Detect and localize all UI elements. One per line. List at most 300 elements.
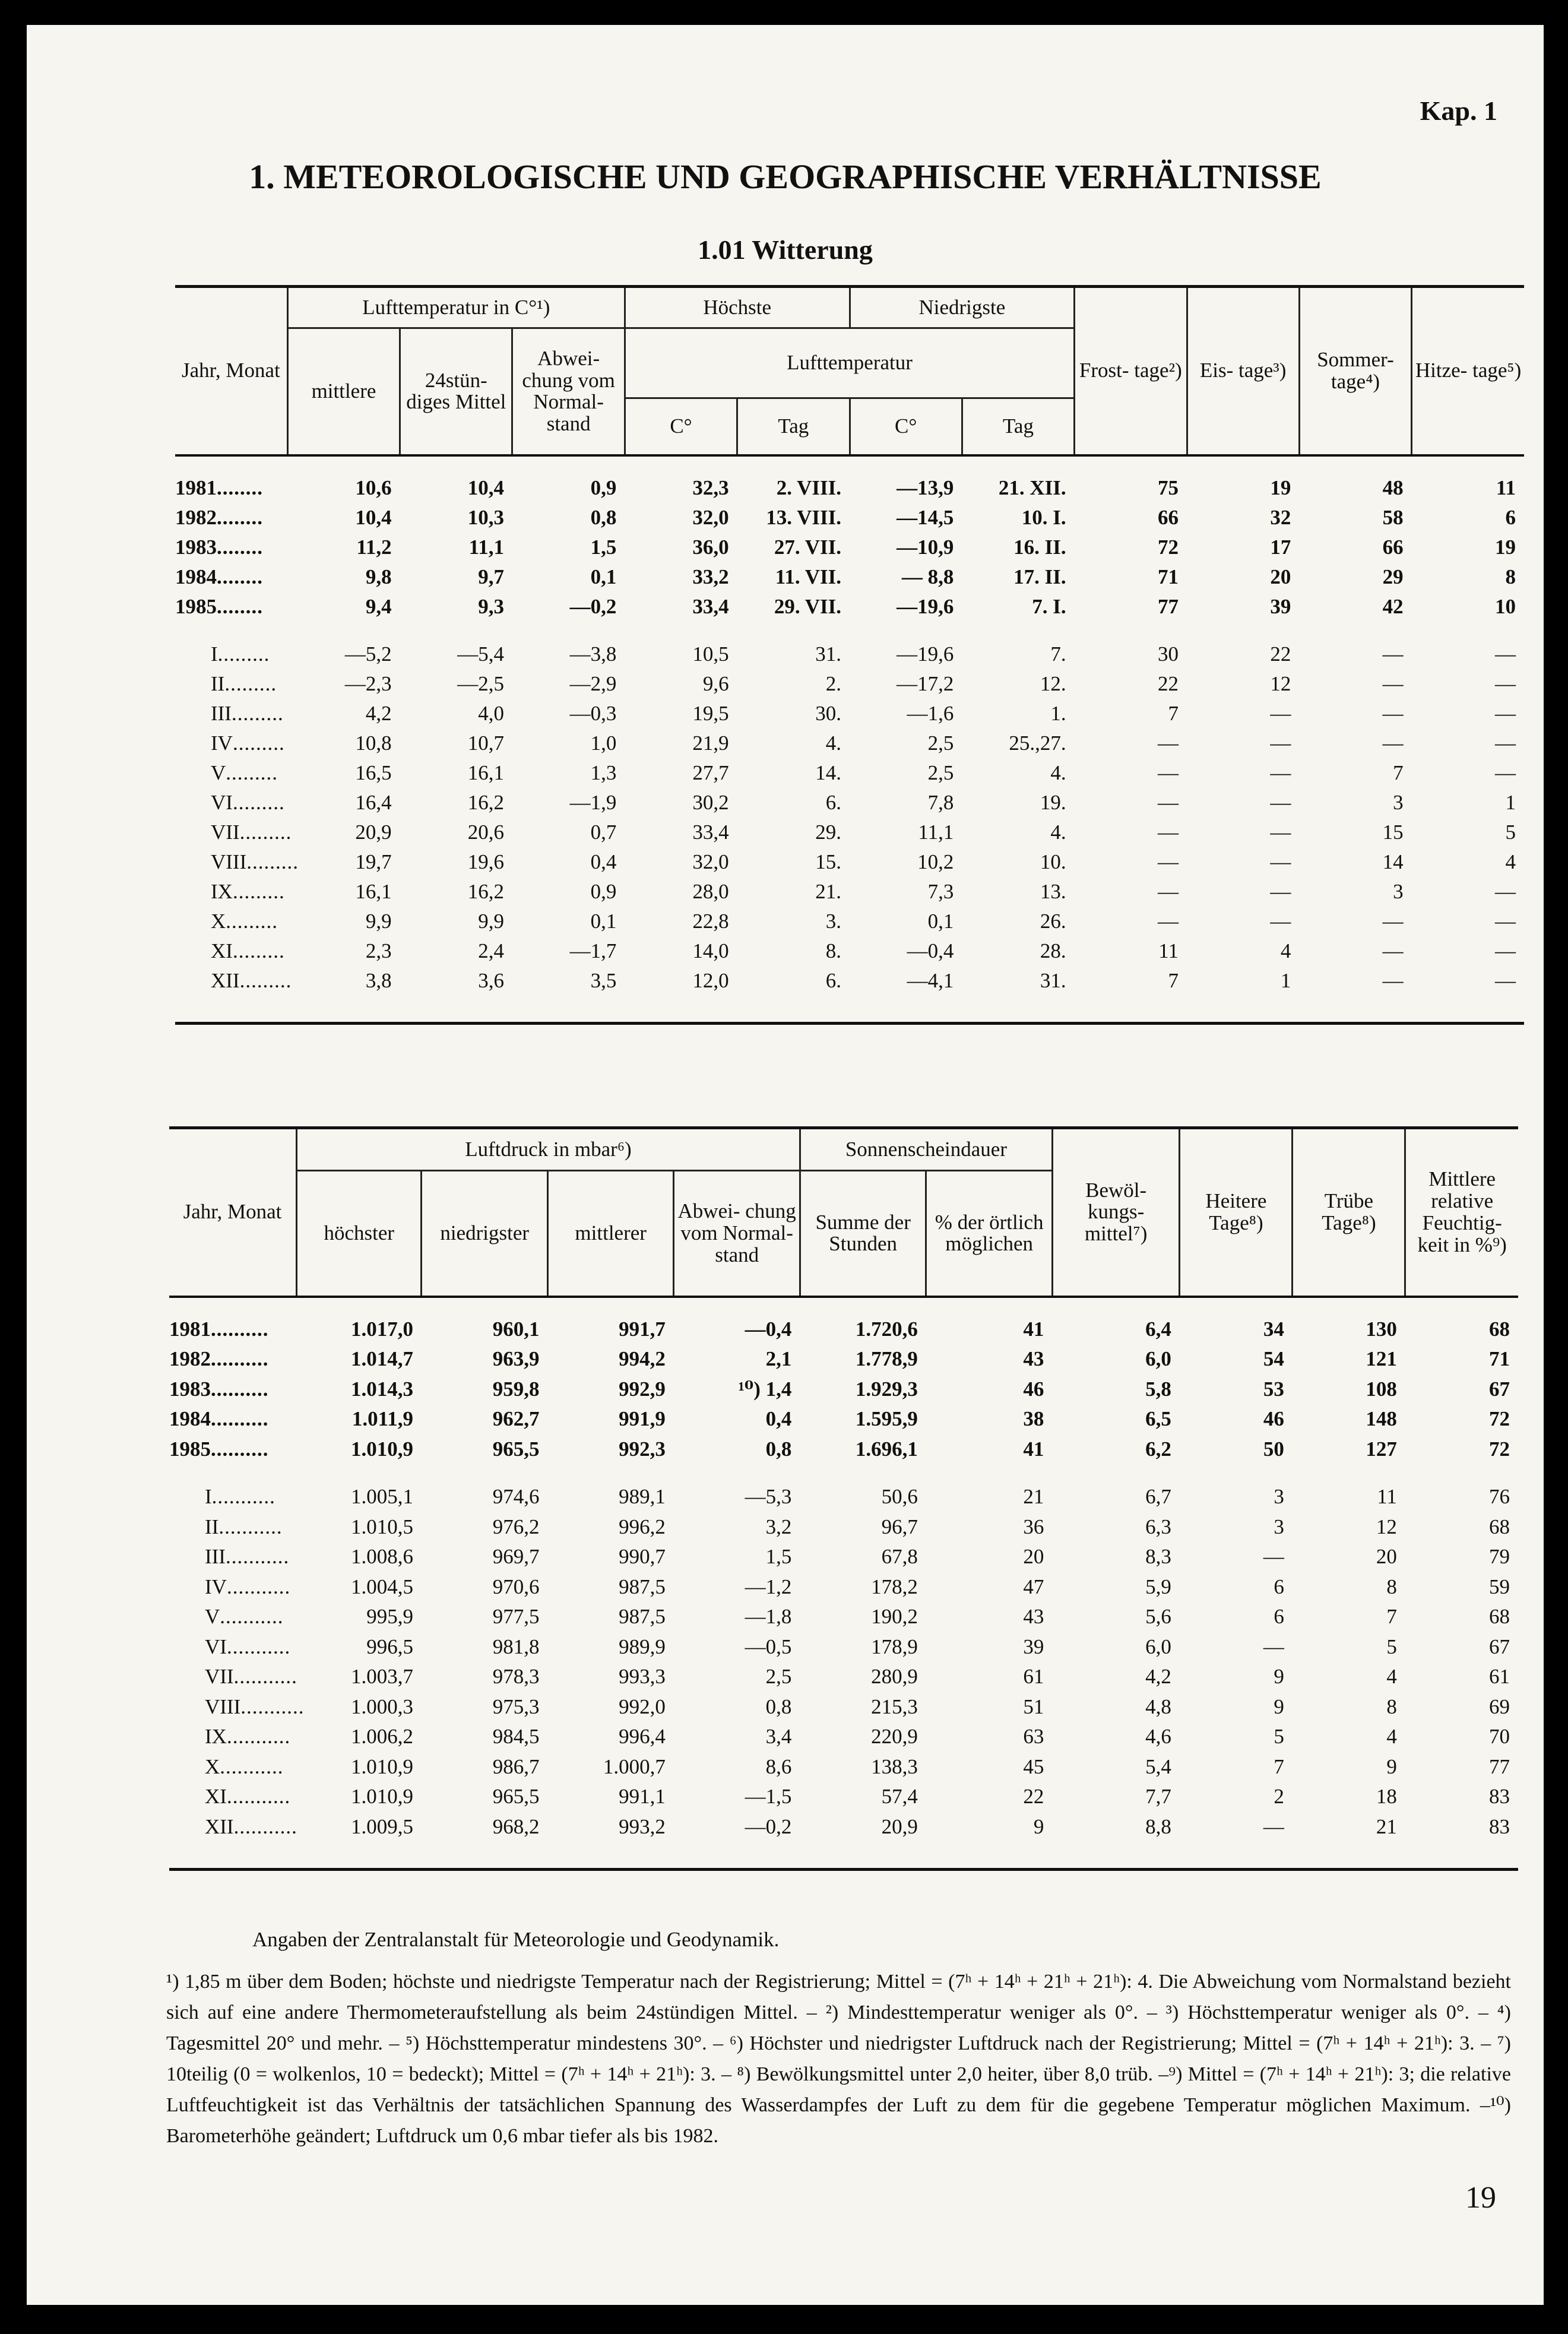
header-feuchtigkeit: Mittlere relative Feuchtig- keit in %⁹) xyxy=(1405,1128,1518,1297)
table-cell: 4 xyxy=(1505,850,1516,873)
table-cell: 11,1 xyxy=(468,535,504,559)
row-label: 1981.......... xyxy=(169,1317,269,1341)
table-cell: 69 xyxy=(1489,1695,1510,1718)
table-cell: 990,7 xyxy=(619,1545,666,1569)
table-cell: — xyxy=(1263,1635,1284,1658)
table-cell: — xyxy=(1158,790,1179,814)
table-row xyxy=(169,1482,1518,1512)
table-row xyxy=(169,1782,1518,1812)
table-cell: 1,5 xyxy=(765,1545,792,1569)
header-niedrigste-tag: Tag xyxy=(962,398,1074,455)
table-cell: 13. xyxy=(1040,879,1066,903)
table-cell: 2. xyxy=(825,672,841,695)
table-cell: 29 xyxy=(1382,565,1404,588)
table-cell: 991,9 xyxy=(619,1407,666,1431)
table-cell: 995,9 xyxy=(366,1605,413,1629)
table-cell: 6. xyxy=(825,968,841,992)
table-cell: —0,3 xyxy=(569,701,617,725)
table-row xyxy=(175,699,1524,729)
table-cell: 12. xyxy=(1040,672,1066,695)
table-cell: 9,3 xyxy=(478,594,504,618)
table-cell: 77 xyxy=(1158,594,1179,618)
table-cell: 1 xyxy=(1505,790,1516,814)
header-eistage: Eis- tage³) xyxy=(1187,287,1299,455)
table-row xyxy=(175,562,1524,592)
table-cell: 992,0 xyxy=(619,1695,666,1718)
row-label: VIII........... xyxy=(205,1695,305,1718)
header-niedrigste: Niedrigste xyxy=(850,287,1075,328)
table-cell: 32,0 xyxy=(692,850,729,873)
header-niedrigster: niedrigster xyxy=(422,1171,547,1297)
row-label: II........... xyxy=(205,1515,283,1538)
table-cell: 10 xyxy=(1495,594,1516,618)
table-cell: — xyxy=(1270,731,1291,755)
table-cell: 965,5 xyxy=(492,1437,540,1461)
table-cell: 11. VII. xyxy=(775,565,841,588)
table-cell: 21 xyxy=(1376,1814,1397,1838)
table-row xyxy=(169,1602,1518,1632)
chapter-label: Kap. 1 xyxy=(1420,96,1497,126)
table-cell: 71 xyxy=(1489,1347,1510,1371)
table-cell: — xyxy=(1270,820,1291,844)
table-cell: 58 xyxy=(1382,505,1404,529)
table-cell: —5,2 xyxy=(344,642,392,666)
table-cell: 215,3 xyxy=(871,1695,918,1718)
table-cell: 1.014,7 xyxy=(350,1347,413,1371)
table-cell: 10,8 xyxy=(355,731,392,755)
table-cell: — xyxy=(1382,672,1404,695)
table-row xyxy=(175,936,1524,966)
table-cell: 19,7 xyxy=(355,850,392,873)
table-cell: 6. xyxy=(825,790,841,814)
table-cell: 14. xyxy=(815,761,841,784)
table-cell: 1.010,9 xyxy=(350,1437,413,1461)
table-cell: 989,9 xyxy=(619,1635,666,1658)
footnotes: ¹) 1,85 m über dem Boden; höchste und niedrigste Temperatur nach der Registrierung; Mittel = (7ʰ + 14ʰ + 21ʰ + 21ʰ): 4. Die Abweichung vom Normalstand bezieht sich auf eine andere Thermometeraufstellung als beim 24stündigen Mittel. – ²) Mindesttemperatur weniger als 0°. – ³) Höchsttemperatur weniger als 0°. – ⁴) Tagesmittel 20° und mehr. – ⁵) Höchsttemperatur mindestens 30°. – ⁶) Höchster und niedrigster Luftdruck nach der Registrierung; Mittel = (7ʰ + 14ʰ + 21ʰ): 3. – ⁷) 10teilig (0 = wolkenlos, 10 = bedeckt); Mittel = (7ʰ + 14ʰ + 21ʰ): 3. – ⁸) Bewölkungsmittel unter 2,0 heiter, über 8,0 trüb. –⁹) Mittel = (7ʰ + 14ʰ + 21ʰ): 3; die relative Luftfeuchtigkeit ist das Verhältnis der tatsächlichen Spannung des Wasserdampfes der Luft zu dem für die gegebene Temperatur möglichen Maximum. –¹⁰) Barometerhöhe geändert; Luftdruck um 0,6 mbar tiefer als bis 1982. xyxy=(166,1971,1511,2147)
table-cell: 10,6 xyxy=(355,476,392,499)
table-cell: — xyxy=(1495,672,1516,695)
table-cell: 0,1 xyxy=(590,909,617,933)
header-sonnenschein: Sonnenscheindauer xyxy=(800,1128,1052,1171)
table-cell: 18 xyxy=(1376,1785,1397,1809)
header-hoechste-c: C° xyxy=(625,398,737,455)
header-hoechste: Höchste xyxy=(625,287,850,328)
table-row xyxy=(169,1662,1518,1692)
header-24stuendiges: 24stün- diges Mittel xyxy=(400,328,512,455)
table-row xyxy=(169,1404,1518,1434)
table-cell: 57,4 xyxy=(881,1785,918,1809)
table-cell: 6,3 xyxy=(1145,1515,1171,1538)
row-label: XI........... xyxy=(205,1785,291,1809)
table-cell: 16,1 xyxy=(355,879,392,903)
table-cell: 996,5 xyxy=(366,1635,413,1658)
table-cell: — xyxy=(1270,761,1291,784)
table-cell: 79 xyxy=(1489,1545,1510,1569)
table-cell: 83 xyxy=(1489,1814,1510,1838)
table-cell: 6,0 xyxy=(1145,1635,1171,1658)
table-cell: 1,5 xyxy=(590,535,617,559)
table-cell: 16,1 xyxy=(467,761,504,784)
table-cell: 178,2 xyxy=(871,1575,918,1598)
table-cell: 77 xyxy=(1489,1755,1510,1778)
table-cell: 996,2 xyxy=(619,1515,666,1538)
table-cell: 46 xyxy=(1023,1377,1044,1401)
table-cell: 3 xyxy=(1393,790,1404,814)
table-cell: 8 xyxy=(1505,565,1516,588)
header-abweichung-2: Abwei- chung vom Normal- stand xyxy=(674,1171,800,1297)
table-cell: 36,0 xyxy=(692,535,729,559)
table-cell: 12,0 xyxy=(692,968,729,992)
table-cell: 3,4 xyxy=(765,1725,792,1749)
header-hitzetage: Hitze- tage⁵) xyxy=(1412,287,1524,455)
table-cell: 4,2 xyxy=(365,701,392,725)
table-row xyxy=(169,1722,1518,1752)
section-title: 1.01 Witterung xyxy=(698,235,873,265)
page-title: 1. METEOROLOGISCHE UND GEOGRAPHISCHE VERHÄLTNISSE xyxy=(249,157,1322,196)
table-cell: 1.010,9 xyxy=(350,1785,413,1809)
row-label: X......... xyxy=(211,909,278,933)
table-cell: 1.008,6 xyxy=(350,1545,413,1569)
table-cell: 121 xyxy=(1366,1347,1397,1371)
row-label: III......... xyxy=(211,701,284,725)
row-label: VIII......... xyxy=(211,850,299,873)
table-cell: 3,8 xyxy=(365,968,392,992)
table-cell: 11 xyxy=(1377,1485,1397,1509)
table-cell: —2,5 xyxy=(457,672,504,695)
table-cell: 130 xyxy=(1366,1317,1397,1341)
table-cell: 1.005,1 xyxy=(350,1485,413,1509)
table-cell: 178,9 xyxy=(871,1635,918,1658)
document-page xyxy=(27,25,1544,2305)
table-cell: 12 xyxy=(1270,672,1291,695)
table-cell: 7. xyxy=(1050,642,1066,666)
table-cell: 7 xyxy=(1386,1605,1397,1629)
table-cell: — xyxy=(1382,701,1404,725)
table-cell: 4 xyxy=(1386,1665,1397,1689)
header-hoechster: höchster xyxy=(297,1171,422,1297)
row-label: 1985........ xyxy=(175,594,263,618)
row-label: VII........... xyxy=(205,1665,297,1689)
table-cell: —1,9 xyxy=(569,790,617,814)
table-cell: 989,1 xyxy=(619,1485,666,1509)
table-cell: 33,4 xyxy=(692,594,729,618)
table-cell: 127 xyxy=(1366,1437,1397,1461)
table-cell: 6 xyxy=(1274,1605,1284,1629)
table-cell: 10. xyxy=(1040,850,1066,873)
table-cell: 2 xyxy=(1274,1785,1284,1809)
table-cell: 11,2 xyxy=(356,535,392,559)
table-cell: 9 xyxy=(1274,1695,1284,1718)
table-cell: 33,2 xyxy=(692,565,729,588)
table-row xyxy=(175,639,1524,669)
table-cell: — xyxy=(1158,820,1179,844)
table-cell: 6,7 xyxy=(1145,1485,1171,1509)
table-cell: 68 xyxy=(1489,1605,1510,1629)
table-cell: — xyxy=(1382,909,1404,933)
table-cell: 27,7 xyxy=(692,761,729,784)
table-cell: 5,9 xyxy=(1145,1575,1171,1598)
table-cell: —14,5 xyxy=(897,505,954,529)
table-cell: 7,3 xyxy=(927,879,954,903)
table-cell: 5,4 xyxy=(1145,1755,1171,1778)
row-label: I........... xyxy=(205,1485,275,1509)
table-cell: 993,3 xyxy=(619,1665,666,1689)
table-cell: 1.006,2 xyxy=(350,1725,413,1749)
table-cell: 83 xyxy=(1489,1785,1510,1809)
table-cell: 987,5 xyxy=(619,1605,666,1629)
table-cell: 1.696,1 xyxy=(855,1437,918,1461)
table-cell: 991,7 xyxy=(619,1317,666,1341)
table-cell: 10,4 xyxy=(467,476,504,499)
table-cell: 15. xyxy=(815,850,841,873)
table-cell: 8,3 xyxy=(1145,1545,1171,1569)
row-label: IV........... xyxy=(205,1575,291,1598)
table-cell: 981,8 xyxy=(492,1635,540,1658)
table-cell: 3 xyxy=(1274,1515,1284,1538)
table-cell: 2,1 xyxy=(765,1347,792,1371)
table-cell: — xyxy=(1382,642,1404,666)
header-bewoelkung: Bewöl- kungs- mittel⁷) xyxy=(1052,1128,1180,1297)
row-label: XI......... xyxy=(211,939,285,962)
table-cell: 21. XII. xyxy=(998,476,1066,499)
table-cell: 31. xyxy=(1040,968,1066,992)
table-cell: 16,5 xyxy=(355,761,392,784)
table-cell: 11 xyxy=(1158,939,1179,962)
table-cell: 63 xyxy=(1023,1725,1044,1749)
table-cell: — xyxy=(1382,731,1404,755)
table-cell: 3,5 xyxy=(590,968,617,992)
table-row xyxy=(175,907,1524,936)
table-cell: —10,9 xyxy=(897,535,954,559)
table-cell: 1. xyxy=(1050,701,1066,725)
row-label: IX........... xyxy=(205,1725,291,1749)
table-cell: —5,3 xyxy=(745,1485,792,1509)
table-cell: 6,4 xyxy=(1145,1317,1171,1341)
table-cell: 108 xyxy=(1366,1377,1397,1401)
table-cell: 977,5 xyxy=(492,1605,540,1629)
table-cell: 10,5 xyxy=(692,642,729,666)
table-cell: 962,7 xyxy=(492,1407,540,1431)
table-cell: 19 xyxy=(1270,476,1291,499)
table-cell: —0,2 xyxy=(745,1814,792,1838)
table-cell: — xyxy=(1158,761,1179,784)
table-cell: 3,2 xyxy=(765,1515,792,1538)
table-row xyxy=(175,669,1524,699)
row-label: 1981........ xyxy=(175,476,263,499)
table-cell: 3,6 xyxy=(478,968,504,992)
table-cell: 9 xyxy=(1274,1665,1284,1689)
table-cell: 965,5 xyxy=(492,1785,540,1809)
table-cell: 991,1 xyxy=(619,1785,666,1809)
table-cell: 970,6 xyxy=(492,1575,540,1598)
table-cell: 19. xyxy=(1040,790,1066,814)
table-cell: 9 xyxy=(1033,1814,1044,1838)
table-row xyxy=(169,1692,1518,1722)
table-cell: 1.929,3 xyxy=(855,1377,918,1401)
page-number: 19 xyxy=(1465,2181,1496,2215)
table-cell: 12 xyxy=(1376,1515,1397,1538)
table-cell: 5 xyxy=(1274,1725,1284,1749)
table-cell: 20,9 xyxy=(881,1814,918,1838)
header-hoechste-tag: Tag xyxy=(737,398,850,455)
table-cell: 984,5 xyxy=(492,1725,540,1749)
table-cell: 20 xyxy=(1023,1545,1044,1569)
table-cell: 138,3 xyxy=(871,1755,918,1778)
table-cell: 975,3 xyxy=(492,1695,540,1718)
table-cell: 59 xyxy=(1489,1575,1510,1598)
table-row xyxy=(169,1315,1518,1345)
table-cell: 4 xyxy=(1386,1725,1397,1749)
row-label: 1984........ xyxy=(175,565,263,588)
table-cell: 16,2 xyxy=(467,879,504,903)
table-cell: 17. II. xyxy=(1013,565,1066,588)
table-cell: 20,6 xyxy=(467,820,504,844)
table-cell: 50 xyxy=(1263,1437,1284,1461)
table-cell: —5,4 xyxy=(457,642,504,666)
table-cell: 11 xyxy=(1496,476,1516,499)
table-cell: —2,3 xyxy=(344,672,392,695)
table-cell: 30,2 xyxy=(692,790,729,814)
table-cell: 2,5 xyxy=(765,1665,792,1689)
row-label: 1985.......... xyxy=(169,1437,269,1461)
table-cell: 72 xyxy=(1158,535,1179,559)
table-cell: 67 xyxy=(1489,1635,1510,1658)
header-heitere-tage: Heitere Tage⁸) xyxy=(1180,1128,1293,1297)
table-cell: 10. I. xyxy=(1021,505,1066,529)
table-cell: 5 xyxy=(1386,1635,1397,1658)
table-cell: — xyxy=(1495,909,1516,933)
table-cell: 66 xyxy=(1382,535,1404,559)
table-cell: 21. xyxy=(815,879,841,903)
table-cell: 7 xyxy=(1168,701,1179,725)
table-cell: 4,8 xyxy=(1145,1695,1171,1718)
table-cell: — xyxy=(1495,731,1516,755)
table-cell: 32,3 xyxy=(692,476,729,499)
source-note: Angaben der Zentralanstalt für Meteorologie und Geodynamik. xyxy=(252,1928,780,1951)
table-cell: 0,4 xyxy=(590,850,617,873)
table-cell: 2,5 xyxy=(927,761,954,784)
table-cell: 20 xyxy=(1376,1545,1397,1569)
table-cell: 4. xyxy=(1050,820,1066,844)
table-cell: 0,9 xyxy=(590,476,617,499)
table-cell: — xyxy=(1495,642,1516,666)
table-cell: — xyxy=(1382,968,1404,992)
table-cell: 16,2 xyxy=(467,790,504,814)
table-cell: 10,4 xyxy=(355,505,392,529)
row-label: 1982........ xyxy=(175,505,263,529)
row-label: 1982.......... xyxy=(169,1347,269,1371)
table-cell: 1.778,9 xyxy=(855,1347,918,1371)
row-label: 1984.......... xyxy=(169,1407,269,1431)
row-label: III........... xyxy=(205,1545,290,1569)
table-cell: 14,0 xyxy=(692,939,729,962)
table-row xyxy=(175,473,1524,503)
table-cell: 29. xyxy=(815,820,841,844)
table-cell: 22,8 xyxy=(692,909,729,933)
table-cell: —4,1 xyxy=(907,968,954,992)
table-cell: — xyxy=(1495,879,1516,903)
weather-temperature-table xyxy=(175,285,1524,1025)
table-cell: 7 xyxy=(1393,761,1404,784)
table-cell: 1.000,3 xyxy=(350,1695,413,1718)
table-cell: 6 xyxy=(1274,1575,1284,1598)
table-cell: 1.010,9 xyxy=(350,1755,413,1778)
table-cell: 41 xyxy=(1023,1317,1044,1341)
table-cell: 6,0 xyxy=(1145,1347,1171,1371)
table-cell: 10,2 xyxy=(917,850,954,873)
table-cell: 6,5 xyxy=(1145,1407,1171,1431)
table-cell: 46 xyxy=(1263,1407,1284,1431)
header-sommertage: Sommer- tage⁴) xyxy=(1299,287,1411,455)
table-row xyxy=(169,1812,1518,1842)
table-cell: 43 xyxy=(1023,1605,1044,1629)
table-cell: — 8,8 xyxy=(901,565,954,588)
table-cell: 27. VII. xyxy=(774,535,841,559)
table-cell: 6,2 xyxy=(1145,1437,1171,1461)
table-cell: 2. VIII. xyxy=(776,476,841,499)
table-cell: 70 xyxy=(1489,1725,1510,1749)
table-cell: 7 xyxy=(1274,1755,1284,1778)
table-cell: 1.000,7 xyxy=(603,1755,666,1778)
table-cell: —2,9 xyxy=(569,672,617,695)
table-cell: 96,7 xyxy=(881,1515,918,1538)
table-cell: 9,4 xyxy=(365,594,392,618)
table-cell: 7,7 xyxy=(1145,1785,1171,1809)
table-cell: 1.720,6 xyxy=(855,1317,918,1341)
table-cell: 11,1 xyxy=(918,820,954,844)
table-cell: 16,4 xyxy=(355,790,392,814)
header-lufttemperatur: Lufttemperatur in C°¹) xyxy=(287,287,625,328)
table-cell: 34 xyxy=(1263,1317,1284,1341)
table-cell: 978,3 xyxy=(492,1665,540,1689)
table-row xyxy=(175,966,1524,996)
table-cell: 19 xyxy=(1495,535,1516,559)
table-cell: 9,9 xyxy=(478,909,504,933)
table-cell: —13,9 xyxy=(897,476,954,499)
table-cell: 15 xyxy=(1382,820,1404,844)
table-cell: 5,8 xyxy=(1145,1377,1171,1401)
table-cell: 0,1 xyxy=(590,565,617,588)
weather-pressure-sunshine-table xyxy=(169,1126,1518,1871)
table-cell: 61 xyxy=(1023,1665,1044,1689)
row-label: V........... xyxy=(205,1605,284,1629)
table-cell: 4,0 xyxy=(478,701,504,725)
table-cell: 1.010,5 xyxy=(350,1515,413,1538)
table-cell: 16. II. xyxy=(1013,535,1066,559)
table-cell: 0,8 xyxy=(590,505,617,529)
table-cell: 17 xyxy=(1270,535,1291,559)
table-cell: 0,7 xyxy=(590,820,617,844)
table-cell: —1,2 xyxy=(745,1575,792,1598)
table-cell: —19,6 xyxy=(897,594,954,618)
table-cell: — xyxy=(1158,731,1179,755)
table-cell: 0,8 xyxy=(765,1437,792,1461)
table-cell: 67,8 xyxy=(881,1545,918,1569)
table-cell: — xyxy=(1263,1545,1284,1569)
table-cell: — xyxy=(1158,850,1179,873)
table-cell: 30 xyxy=(1158,642,1179,666)
table-cell: 1.009,5 xyxy=(350,1814,413,1838)
table-row xyxy=(175,533,1524,562)
table-cell: 963,9 xyxy=(492,1347,540,1371)
table-cell: 29. VII. xyxy=(774,594,841,618)
table-cell: 31. xyxy=(815,642,841,666)
table-cell: 7,8 xyxy=(927,790,954,814)
table-row xyxy=(169,1542,1518,1572)
table-cell: — xyxy=(1382,939,1404,962)
header-mittlere: mittlere xyxy=(287,328,400,455)
row-label: X........... xyxy=(205,1755,284,1778)
